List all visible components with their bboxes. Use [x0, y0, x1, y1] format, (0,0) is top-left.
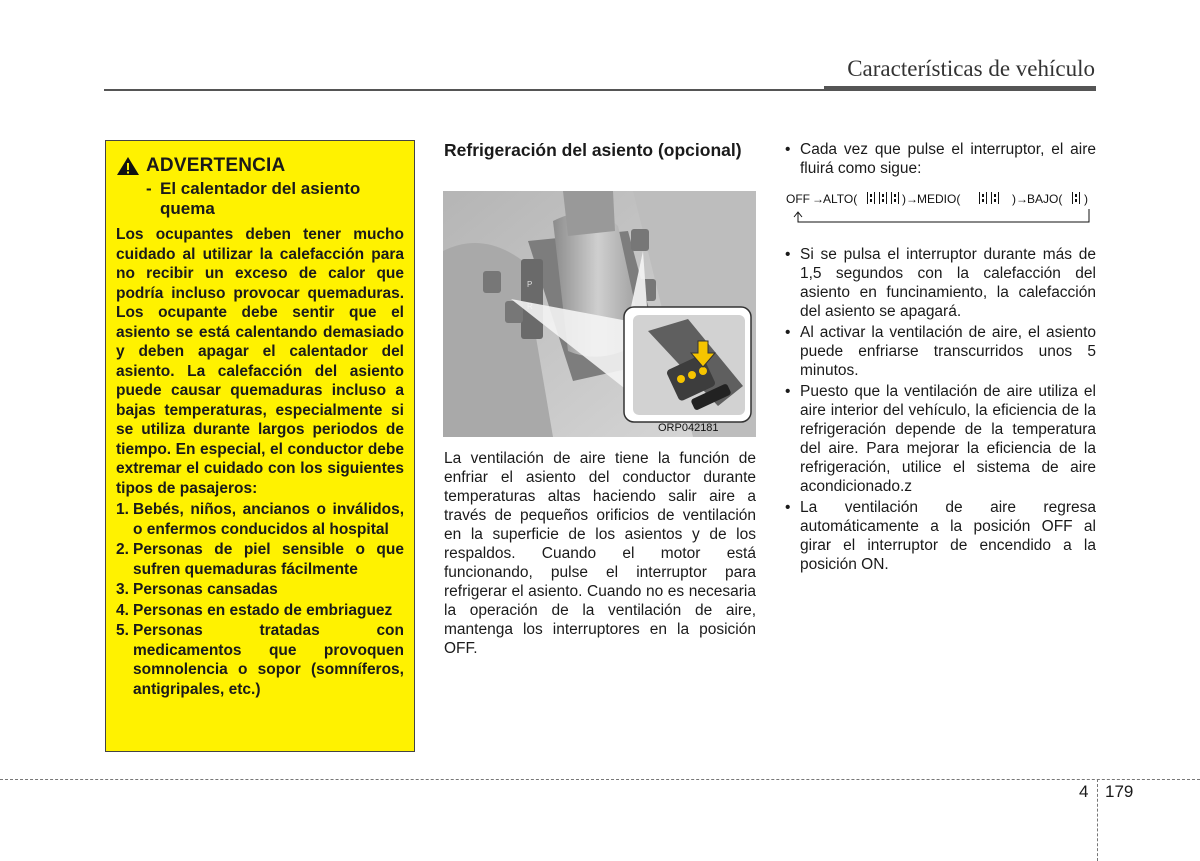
list-item: • La ventilación de aire regresa automáticamente a la posición OFF al girar el interruptor de encendido a la posición ON.: [785, 499, 1096, 573]
image-code: ORP042181: [658, 422, 719, 434]
section-title: Refrigeración del asiento (opcional): [444, 140, 742, 160]
page-header-title: Características de vehículo: [847, 56, 1095, 81]
fan-level-medium-icon: [979, 192, 999, 204]
console-photo: [443, 191, 756, 437]
flow-arrow-2: →: [906, 192, 918, 206]
fan-level-low-icon: [1072, 192, 1080, 204]
flow-close-1: ): [902, 192, 906, 206]
list-item: • Al activar la ventilación de aire, el asiento puede enfriarse transcurridos unos 5 minutos.: [785, 324, 1096, 379]
list-item: • Cada vez que pulse el interruptor, el aire fluirá como sigue:: [785, 141, 1096, 177]
flow-medio-label: MEDIO(: [917, 192, 961, 206]
flow-bajo-label: BAJO(: [1027, 192, 1063, 206]
page-number: 179: [1105, 782, 1134, 801]
warning-subtitle: [146, 179, 404, 219]
right-bullets: [785, 245, 1096, 576]
section-body: La ventilación de aire tiene la función de enfriar el asiento del conductor durante temperaturas altas haciendo salir aire a través de pequeños orificios de ventilación en la superficie de los asientos y de los respaldos. Cuando el motor está funcionando, pulse el interruptor para refrigerar el asiento. Cuando no es necesaria la operación de la ventilación de aire, mantenga los interruptores en la posición OFF.: [444, 450, 756, 657]
flow-arrow-3: →: [1016, 192, 1028, 206]
warning-subtitle-text: El calentador del asiento quema: [160, 179, 361, 218]
flow-close-3: ): [1084, 192, 1088, 206]
list-item: • Puesto que la ventilación de aire utiliza el aire interior del vehículo, la eficiencia de la refrigeración depende de la temperatura del aire. Para mejorar la eficiencia de la refrigeración, utilice el sistema de aire acondicionado.z: [785, 383, 1096, 495]
flow-close-2: ): [1012, 192, 1016, 206]
warning-body: Los ocupantes deben tener mucho cuidado al utilizar la calefacción para no recibir un exceso de calor que podría incluso provocar quemaduras. Los ocupante debe sentir que el asiento se está calentando demasiado y deben apagar el calentador del asiento. La calefacción del asiento puede causar quemaduras incluso a bajas temperaturas, especialmente si se utiliza durante largos periodos de tiempo. En especial, el conductor debe extremar el cuidado con los siguientes tipos de pasajeros:: [116, 226, 404, 497]
list-item: 4. Personas en estado de embriaguez: [116, 601, 393, 619]
fan-level-high-icon: [867, 192, 899, 204]
warning-list: [116, 500, 404, 699]
warning-header: [116, 155, 404, 177]
list-item: 2. Personas de piel sensible o que sufren quemaduras fácilmente: [116, 541, 404, 578]
header-rule-accent: [824, 86, 1096, 91]
list-item: • Si se pulsa el interruptor durante más de 1,5 segundos con la calefacción del asiento en funcinamiento, la calefacción del asiento se apagará.: [785, 246, 1096, 320]
flow-return-line: [794, 209, 1089, 222]
flow-off-label: OFF: [786, 192, 810, 206]
list-item: 3. Personas cansadas: [116, 581, 278, 598]
airflow-sequence-diagram: [786, 189, 1096, 229]
footer-divider: [1097, 779, 1098, 861]
warning-title: ADVERTENCIA: [146, 155, 286, 176]
list-item: 1. Bebés, niños, ancianos o inválidos, o enfermos conducidos al hospital: [116, 501, 404, 538]
svg-text:P: P: [527, 280, 533, 289]
flow-alto-label: ALTO(: [823, 192, 858, 206]
warning-triangle-icon: [116, 156, 140, 176]
list-item: 5. Personas tratadas con medicamentos que provoquen somnolencia o sopor (somníferos, antigripales, etc.): [116, 622, 404, 698]
right-top-bullet: [785, 140, 1096, 178]
chapter-number: 4: [1079, 782, 1089, 801]
warning-subtitle-dash: -: [146, 179, 152, 198]
console-illustration: [443, 191, 756, 437]
warning-box: [105, 140, 415, 752]
footer-rule: [0, 779, 1200, 780]
flow-arrow-1: →: [812, 192, 824, 206]
